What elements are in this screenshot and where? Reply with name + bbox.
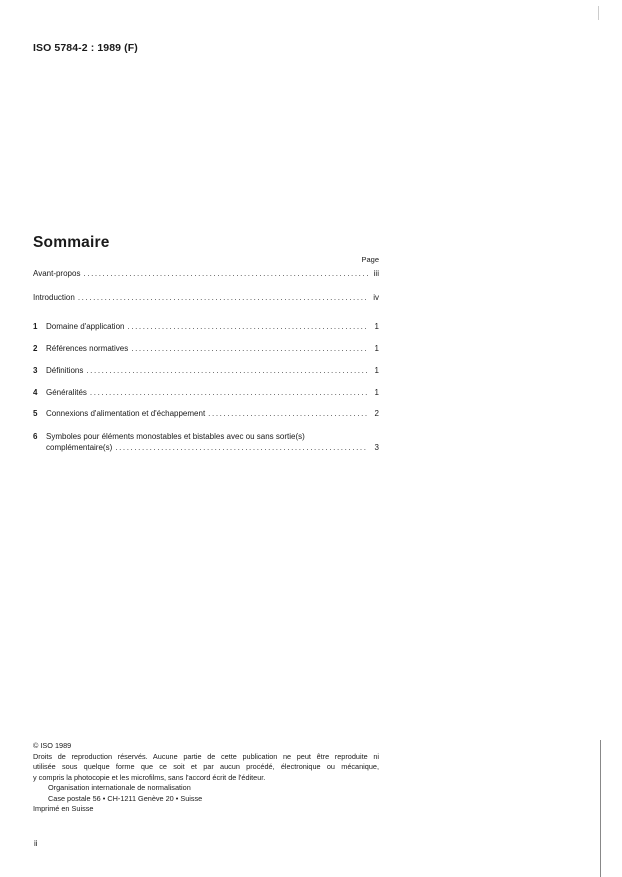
toc-entry-page: 2 — [374, 409, 379, 418]
rights-text-line: y compris la photocopie et les microfilms, sans l'accord écrit de l'éditeur. — [33, 772, 266, 782]
printed-in: Imprimé en Suisse — [33, 804, 94, 813]
toc-entry-page: 1 — [374, 344, 379, 353]
toc-entry-page: 1 — [374, 322, 379, 331]
toc-entry-number: 2 — [33, 344, 38, 353]
toc-entry-section-6[interactable] — [33, 431, 379, 442]
toc-entry-number: 6 — [33, 432, 38, 441]
toc-entry-section-4[interactable] — [33, 387, 379, 398]
organization-address: Case postale 56 • CH-1211 Genève 20 • Suisse — [48, 793, 203, 803]
toc-leader-dots — [78, 292, 368, 303]
toc-leader-dots — [208, 408, 368, 419]
toc-entry-label-continued: complémentaire(s) — [46, 443, 113, 452]
toc-entry-page: iii — [373, 269, 379, 278]
toc-leader-dots — [115, 442, 368, 453]
toc-entry-label: Avant-propos — [33, 269, 81, 278]
toc-entry-section-3[interactable] — [33, 365, 379, 376]
toc-entry-introduction[interactable] — [33, 292, 379, 303]
toc-title: Sommaire — [33, 234, 110, 251]
toc-leader-dots — [90, 387, 368, 398]
toc-entry-avant-propos[interactable] — [33, 268, 379, 279]
toc-entry-label: Connexions d'alimentation et d'échappement — [46, 409, 206, 418]
toc-leader-dots — [127, 321, 368, 332]
toc-entry-label: Domaine d'application — [46, 322, 125, 331]
toc-entry-label: Définitions — [46, 366, 84, 375]
standard-reference: ISO 5784-2 : 1989 (F) — [33, 42, 138, 54]
copyright-notice: © ISO 1989 — [33, 741, 72, 750]
toc-page-column-label: Page — [361, 255, 379, 264]
toc-entry-number: 5 — [33, 409, 38, 418]
toc-entry-number: 4 — [33, 388, 38, 397]
rights-text-line: Droits de reproduction réservés. Aucune partie de cette publication ne peut être reproduite ni — [33, 751, 379, 761]
scan-edge-mark — [600, 740, 601, 877]
toc-entry-section-6-continued[interactable] — [33, 442, 379, 453]
copyright-block — [33, 741, 379, 815]
scan-edge-mark — [598, 6, 599, 20]
toc-entry-label: Références normatives — [46, 344, 129, 353]
toc-entry-page: iv — [373, 293, 379, 302]
toc-entry-page: 1 — [374, 388, 379, 397]
rights-text-line: utilisée sous quelque forme que ce soit et par aucun procédé, électronique ou mécanique, — [33, 762, 379, 771]
toc-entry-label: Symboles pour éléments monostables et bistables avec ou sans sortie(s) — [46, 432, 305, 441]
toc-leader-dots — [83, 268, 368, 279]
toc-entry-label: Généralités — [46, 388, 87, 397]
toc-entry-number: 1 — [33, 322, 38, 331]
toc-entry-page: 3 — [374, 443, 379, 452]
organization-name: Organisation internationale de normalisation — [48, 783, 191, 792]
toc-entry-number: 3 — [33, 366, 38, 375]
toc-entry-section-5[interactable] — [33, 408, 379, 419]
toc-entry-page: 1 — [374, 366, 379, 375]
toc-leader-dots — [131, 343, 368, 354]
toc-leader-dots — [86, 365, 368, 376]
toc-entry-label: Introduction — [33, 293, 75, 302]
page-number: ii — [34, 839, 38, 848]
toc-entry-section-1[interactable] — [33, 321, 379, 332]
toc-entry-section-2[interactable] — [33, 343, 379, 354]
